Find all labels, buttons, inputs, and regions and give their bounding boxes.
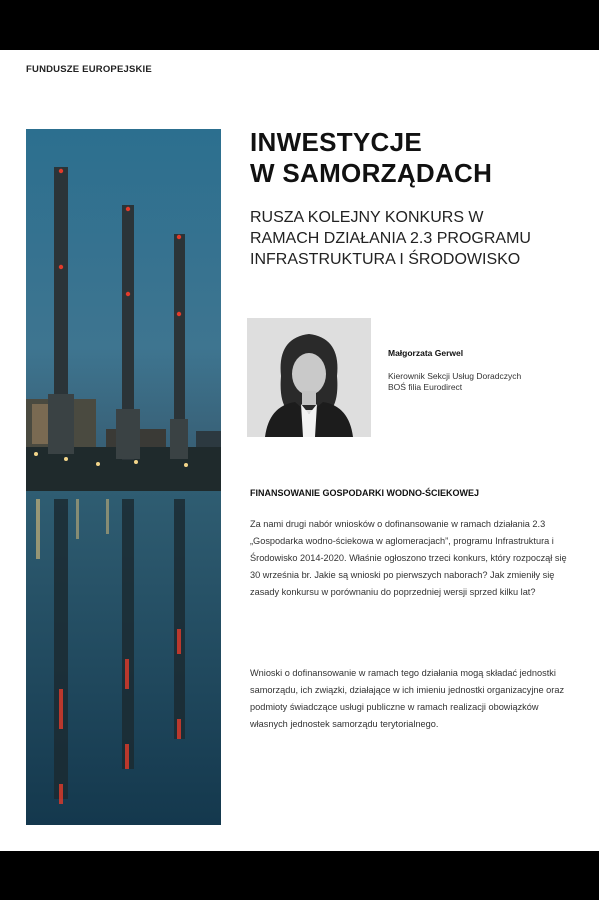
subtitle-line-1: RUSZA KOLEJNY KONKURS W — [250, 209, 484, 226]
power-plant-chimneys-photo — [26, 129, 221, 825]
magazine-page — [0, 50, 599, 851]
subtitle-line-2: RAMACH DZIAŁANIA 2.3 PROGRAMU — [250, 230, 531, 247]
title-line-2: W SAMORZĄDACH — [250, 158, 493, 188]
section-heading: FINANSOWANIE GOSPODARKI WODNO-ŚCIEKOWEJ — [250, 488, 480, 498]
subtitle-line-3: INFRASTRUKTURA I ŚRODOWISKO — [250, 251, 521, 268]
body-paragraph-1: Za nami drugi nabór wniosków o dofinansowanie w ramach działania 2.3 „Gospodarka wodno-ściekowa w aglomeracjach”, programu Infrastruktura i Środowisko 2014-2020. Właśnie ogłoszono trzeci konkurs, który rozpoczął się 30 września br. Jakie są wnioski po pierwszych naborach? Jak zmieniły się zasady konkursu w porównaniu do poprzedniej wersji sprzed kilku lat? — [250, 519, 567, 597]
body-paragraph-2: Wnioski o dofinansowanie w ramach tego działania mogą składać jednostki samorządu, ich związki, działające w ich imieniu jednostki organizacyjne oraz podmioty świadczące usługi publiczne w ramach realizacji obowiązków własnych jednostek samorządu terytorialnego. — [250, 668, 565, 729]
author-role-line-1: Kierownik Sekcji Usług Doradczych — [388, 371, 522, 381]
author-portrait — [247, 318, 371, 437]
title-line-1: INWESTYCJE — [250, 127, 423, 157]
author-name: Małgorzata Gerwel — [388, 348, 464, 358]
article-subtitle — [250, 207, 580, 270]
author-role — [388, 371, 588, 393]
author-role-line-2: BOŚ filia Eurodirect — [388, 382, 463, 392]
section-label: FUNDUSZE EUROPEJSKIE — [26, 64, 152, 75]
article-title — [250, 127, 492, 189]
